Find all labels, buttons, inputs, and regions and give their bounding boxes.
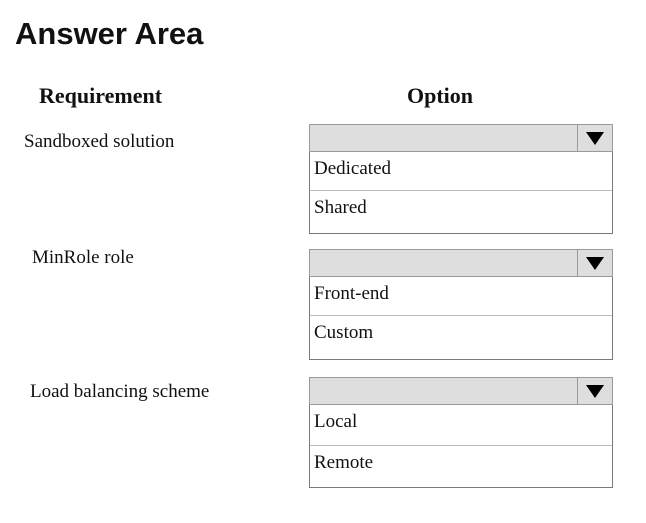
triangle-down-icon	[585, 131, 605, 146]
requirement-label-load-balancing-scheme: Load balancing scheme	[30, 381, 210, 402]
page-title: Answer Area	[15, 16, 204, 51]
requirement-label-minrole-role: MinRole role	[32, 247, 134, 268]
dropdown-toggle[interactable]	[577, 250, 612, 276]
dropdown-toggle[interactable]	[577, 378, 612, 404]
option-custom[interactable]: Custom	[310, 315, 612, 359]
requirement-column-header: Requirement	[39, 83, 163, 108]
dropdown-toggle[interactable]	[577, 125, 612, 151]
dropdown-options	[309, 405, 613, 488]
option-shared[interactable]: Shared	[310, 190, 612, 233]
dropdown-options	[309, 152, 613, 234]
option-dedicated[interactable]: Dedicated	[314, 158, 392, 179]
dropdown-header[interactable]	[309, 124, 613, 152]
option-column-header: Option	[407, 83, 474, 108]
dropdown-load-balancing-scheme	[309, 377, 613, 488]
dropdown-options	[309, 277, 613, 360]
dropdown-sandboxed-solution	[309, 124, 613, 234]
option-front-end[interactable]: Front-end	[314, 283, 389, 304]
option-remote[interactable]: Remote	[310, 445, 612, 487]
dropdown-minrole-role	[309, 249, 613, 360]
triangle-down-icon	[585, 256, 605, 271]
option-local[interactable]: Local	[314, 411, 358, 432]
dropdown-header[interactable]	[309, 249, 613, 277]
requirement-label-sandboxed-solution: Sandboxed solution	[24, 131, 175, 152]
triangle-down-icon	[585, 384, 605, 399]
dropdown-header[interactable]	[309, 377, 613, 405]
